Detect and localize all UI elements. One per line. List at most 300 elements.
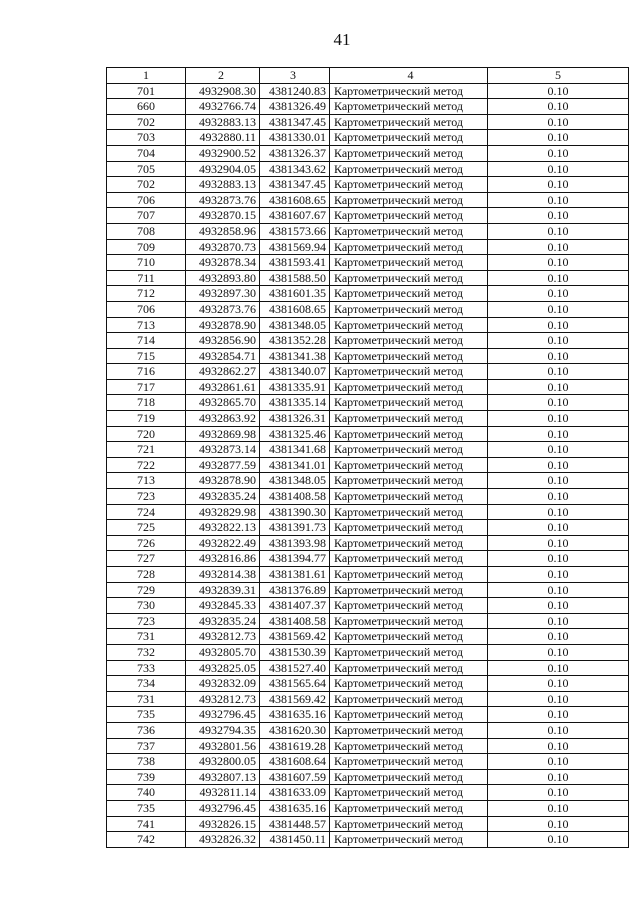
- x-coordinate-cell: 4932794.35: [186, 722, 260, 738]
- point-number-cell: 735: [107, 707, 186, 723]
- method-cell: Картометрический метод: [330, 223, 488, 239]
- table-row: [107, 582, 629, 598]
- table-row: [107, 333, 629, 349]
- accuracy-cell: 0.10: [488, 333, 629, 349]
- table-row: [107, 816, 629, 832]
- y-coordinate-cell: 4381569.94: [260, 239, 330, 255]
- x-coordinate-cell: 4932805.70: [186, 644, 260, 660]
- point-number-cell: 719: [107, 411, 186, 427]
- accuracy-cell: 0.10: [488, 613, 629, 629]
- table-row: [107, 255, 629, 271]
- accuracy-cell: 0.10: [488, 457, 629, 473]
- y-coordinate-cell: 4381569.42: [260, 691, 330, 707]
- table-row: [107, 364, 629, 380]
- method-cell: Картометрический метод: [330, 192, 488, 208]
- table-row: [107, 379, 629, 395]
- y-coordinate-cell: 4381633.09: [260, 785, 330, 801]
- y-coordinate-cell: 4381341.38: [260, 348, 330, 364]
- x-coordinate-cell: 4932863.92: [186, 411, 260, 427]
- point-number-cell: 715: [107, 348, 186, 364]
- column-header-1: 1: [107, 68, 186, 84]
- method-cell: Картометрический метод: [330, 177, 488, 193]
- x-coordinate-cell: 4932845.33: [186, 598, 260, 614]
- method-cell: Картометрический метод: [330, 567, 488, 583]
- point-number-cell: 702: [107, 114, 186, 130]
- point-number-cell: 740: [107, 785, 186, 801]
- method-cell: Картометрический метод: [330, 707, 488, 723]
- table-row: [107, 114, 629, 130]
- table-row: [107, 598, 629, 614]
- point-number-cell: 717: [107, 379, 186, 395]
- x-coordinate-cell: 4932878.90: [186, 473, 260, 489]
- table-row: [107, 270, 629, 286]
- table-row: [107, 676, 629, 692]
- method-cell: Картометрический метод: [330, 395, 488, 411]
- x-coordinate-cell: 4932832.09: [186, 676, 260, 692]
- x-coordinate-cell: 4932865.70: [186, 395, 260, 411]
- coordinates-table: [106, 67, 629, 848]
- method-cell: Картометрический метод: [330, 660, 488, 676]
- x-coordinate-cell: 4932835.24: [186, 613, 260, 629]
- y-coordinate-cell: 4381335.14: [260, 395, 330, 411]
- point-number-cell: 732: [107, 644, 186, 660]
- column-header-5: 5: [488, 68, 629, 84]
- page-number: 41: [333, 30, 351, 49]
- y-coordinate-cell: 4381450.11: [260, 832, 330, 848]
- accuracy-cell: 0.10: [488, 676, 629, 692]
- table-row: [107, 707, 629, 723]
- table-row: [107, 161, 629, 177]
- point-number-cell: 718: [107, 395, 186, 411]
- y-coordinate-cell: 4381408.58: [260, 489, 330, 505]
- accuracy-cell: 0.10: [488, 255, 629, 271]
- method-cell: Картометрический метод: [330, 161, 488, 177]
- table-row: [107, 145, 629, 161]
- accuracy-cell: 0.10: [488, 832, 629, 848]
- y-coordinate-cell: 4381619.28: [260, 738, 330, 754]
- table-row: [107, 691, 629, 707]
- table-body: [107, 83, 629, 847]
- x-coordinate-cell: 4932812.73: [186, 629, 260, 645]
- y-coordinate-cell: 4381408.58: [260, 613, 330, 629]
- method-cell: Картометрический метод: [330, 83, 488, 99]
- method-cell: Картометрический метод: [330, 255, 488, 271]
- table-row: [107, 832, 629, 848]
- table-row: [107, 99, 629, 115]
- accuracy-cell: 0.10: [488, 691, 629, 707]
- table-row: [107, 208, 629, 224]
- y-coordinate-cell: 4381376.89: [260, 582, 330, 598]
- x-coordinate-cell: 4932807.13: [186, 769, 260, 785]
- table-row: [107, 301, 629, 317]
- y-coordinate-cell: 4381530.39: [260, 644, 330, 660]
- accuracy-cell: 0.10: [488, 598, 629, 614]
- method-cell: Картометрический метод: [330, 286, 488, 302]
- method-cell: Картометрический метод: [330, 301, 488, 317]
- method-cell: Картометрический метод: [330, 348, 488, 364]
- accuracy-cell: 0.10: [488, 177, 629, 193]
- x-coordinate-cell: 4932877.59: [186, 457, 260, 473]
- column-header-4: 4: [330, 68, 488, 84]
- method-cell: Картометрический метод: [330, 535, 488, 551]
- x-coordinate-cell: 4932883.13: [186, 114, 260, 130]
- table-row: [107, 395, 629, 411]
- accuracy-cell: 0.10: [488, 301, 629, 317]
- point-number-cell: 702: [107, 177, 186, 193]
- accuracy-cell: 0.10: [488, 395, 629, 411]
- x-coordinate-cell: 4932870.15: [186, 208, 260, 224]
- x-coordinate-cell: 4932812.73: [186, 691, 260, 707]
- point-number-cell: 726: [107, 535, 186, 551]
- point-number-cell: 733: [107, 660, 186, 676]
- table-row: [107, 457, 629, 473]
- table-row: [107, 769, 629, 785]
- x-coordinate-cell: 4932869.98: [186, 426, 260, 442]
- accuracy-cell: 0.10: [488, 239, 629, 255]
- point-number-cell: 701: [107, 83, 186, 99]
- y-coordinate-cell: 4381394.77: [260, 551, 330, 567]
- x-coordinate-cell: 4932814.38: [186, 567, 260, 583]
- accuracy-cell: 0.10: [488, 348, 629, 364]
- point-number-cell: 723: [107, 489, 186, 505]
- table-row: [107, 442, 629, 458]
- y-coordinate-cell: 4381326.37: [260, 145, 330, 161]
- method-cell: Картометрический метод: [330, 629, 488, 645]
- method-cell: Картометрический метод: [330, 379, 488, 395]
- point-number-cell: 722: [107, 457, 186, 473]
- method-cell: Картометрический метод: [330, 457, 488, 473]
- point-number-cell: 739: [107, 769, 186, 785]
- method-cell: Картометрический метод: [330, 754, 488, 770]
- method-cell: Картометрический метод: [330, 520, 488, 536]
- accuracy-cell: 0.10: [488, 442, 629, 458]
- y-coordinate-cell: 4381390.30: [260, 504, 330, 520]
- point-number-cell: 734: [107, 676, 186, 692]
- method-cell: Картометрический метод: [330, 364, 488, 380]
- point-number-cell: 731: [107, 691, 186, 707]
- x-coordinate-cell: 4932825.05: [186, 660, 260, 676]
- table-row: [107, 567, 629, 583]
- point-number-cell: 660: [107, 99, 186, 115]
- table-row: [107, 504, 629, 520]
- x-coordinate-cell: 4932796.45: [186, 800, 260, 816]
- point-number-cell: 736: [107, 722, 186, 738]
- table-row: [107, 738, 629, 754]
- point-number-cell: 711: [107, 270, 186, 286]
- method-cell: Картометрический метод: [330, 613, 488, 629]
- point-number-cell: 712: [107, 286, 186, 302]
- accuracy-cell: 0.10: [488, 660, 629, 676]
- y-coordinate-cell: 4381348.05: [260, 317, 330, 333]
- method-cell: Картометрический метод: [330, 426, 488, 442]
- y-coordinate-cell: 4381326.31: [260, 411, 330, 427]
- x-coordinate-cell: 4932839.31: [186, 582, 260, 598]
- x-coordinate-cell: 4932826.32: [186, 832, 260, 848]
- accuracy-cell: 0.10: [488, 551, 629, 567]
- method-cell: Картометрический метод: [330, 130, 488, 146]
- accuracy-cell: 0.10: [488, 582, 629, 598]
- accuracy-cell: 0.10: [488, 629, 629, 645]
- table-row: [107, 192, 629, 208]
- method-cell: Картометрический метод: [330, 317, 488, 333]
- accuracy-cell: 0.10: [488, 364, 629, 380]
- point-number-cell: 724: [107, 504, 186, 520]
- accuracy-cell: 0.10: [488, 192, 629, 208]
- table-row: [107, 722, 629, 738]
- x-coordinate-cell: 4932893.80: [186, 270, 260, 286]
- point-number-cell: 705: [107, 161, 186, 177]
- y-coordinate-cell: 4381393.98: [260, 535, 330, 551]
- x-coordinate-cell: 4932900.52: [186, 145, 260, 161]
- point-number-cell: 727: [107, 551, 186, 567]
- table-row: [107, 223, 629, 239]
- method-cell: Картометрический метод: [330, 99, 488, 115]
- point-number-cell: 709: [107, 239, 186, 255]
- x-coordinate-cell: 4932829.98: [186, 504, 260, 520]
- point-number-cell: 725: [107, 520, 186, 536]
- y-coordinate-cell: 4381608.65: [260, 192, 330, 208]
- table-row: [107, 286, 629, 302]
- table-row: [107, 520, 629, 536]
- y-coordinate-cell: 4381448.57: [260, 816, 330, 832]
- x-coordinate-cell: 4932796.45: [186, 707, 260, 723]
- x-coordinate-cell: 4932878.34: [186, 255, 260, 271]
- point-number-cell: 738: [107, 754, 186, 770]
- table-row: [107, 426, 629, 442]
- column-header-2: 2: [186, 68, 260, 84]
- point-number-cell: 704: [107, 145, 186, 161]
- point-number-cell: 706: [107, 301, 186, 317]
- method-cell: Картометрический метод: [330, 598, 488, 614]
- method-cell: Картометрический метод: [330, 832, 488, 848]
- point-number-cell: 741: [107, 816, 186, 832]
- x-coordinate-cell: 4932856.90: [186, 333, 260, 349]
- point-number-cell: 708: [107, 223, 186, 239]
- point-number-cell: 731: [107, 629, 186, 645]
- table-row: [107, 411, 629, 427]
- method-cell: Картометрический метод: [330, 270, 488, 286]
- accuracy-cell: 0.10: [488, 535, 629, 551]
- point-number-cell: 742: [107, 832, 186, 848]
- method-cell: Картометрический метод: [330, 442, 488, 458]
- table-row: [107, 317, 629, 333]
- accuracy-cell: 0.10: [488, 785, 629, 801]
- x-coordinate-cell: 4932835.24: [186, 489, 260, 505]
- accuracy-cell: 0.10: [488, 379, 629, 395]
- point-number-cell: 710: [107, 255, 186, 271]
- accuracy-cell: 0.10: [488, 567, 629, 583]
- point-number-cell: 730: [107, 598, 186, 614]
- method-cell: Картометрический метод: [330, 411, 488, 427]
- point-number-cell: 729: [107, 582, 186, 598]
- method-cell: Картометрический метод: [330, 473, 488, 489]
- method-cell: Картометрический метод: [330, 722, 488, 738]
- y-coordinate-cell: 4381341.68: [260, 442, 330, 458]
- accuracy-cell: 0.10: [488, 145, 629, 161]
- y-coordinate-cell: 4381573.66: [260, 223, 330, 239]
- y-coordinate-cell: 4381593.41: [260, 255, 330, 271]
- accuracy-cell: 0.10: [488, 208, 629, 224]
- accuracy-cell: 0.10: [488, 317, 629, 333]
- table-row: [107, 785, 629, 801]
- x-coordinate-cell: 4932801.56: [186, 738, 260, 754]
- y-coordinate-cell: 4381381.61: [260, 567, 330, 583]
- y-coordinate-cell: 4381608.64: [260, 754, 330, 770]
- accuracy-cell: 0.10: [488, 644, 629, 660]
- point-number-cell: 728: [107, 567, 186, 583]
- table-row: [107, 239, 629, 255]
- y-coordinate-cell: 4381343.62: [260, 161, 330, 177]
- x-coordinate-cell: 4932873.76: [186, 192, 260, 208]
- table-row: [107, 629, 629, 645]
- x-coordinate-cell: 4932800.05: [186, 754, 260, 770]
- point-number-cell: 713: [107, 473, 186, 489]
- y-coordinate-cell: 4381635.16: [260, 800, 330, 816]
- point-number-cell: 737: [107, 738, 186, 754]
- x-coordinate-cell: 4932766.74: [186, 99, 260, 115]
- column-header-3: 3: [260, 68, 330, 84]
- accuracy-cell: 0.10: [488, 223, 629, 239]
- method-cell: Картометрический метод: [330, 769, 488, 785]
- table-row: [107, 660, 629, 676]
- y-coordinate-cell: 4381565.64: [260, 676, 330, 692]
- y-coordinate-cell: 4381588.50: [260, 270, 330, 286]
- point-number-cell: 716: [107, 364, 186, 380]
- x-coordinate-cell: 4932822.49: [186, 535, 260, 551]
- y-coordinate-cell: 4381607.59: [260, 769, 330, 785]
- accuracy-cell: 0.10: [488, 114, 629, 130]
- x-coordinate-cell: 4932873.76: [186, 301, 260, 317]
- point-number-cell: 721: [107, 442, 186, 458]
- accuracy-cell: 0.10: [488, 738, 629, 754]
- y-coordinate-cell: 4381601.35: [260, 286, 330, 302]
- method-cell: Картометрический метод: [330, 738, 488, 754]
- table-row: [107, 130, 629, 146]
- method-cell: Картометрический метод: [330, 785, 488, 801]
- method-cell: Картометрический метод: [330, 800, 488, 816]
- y-coordinate-cell: 4381608.65: [260, 301, 330, 317]
- x-coordinate-cell: 4932858.96: [186, 223, 260, 239]
- y-coordinate-cell: 4381347.45: [260, 114, 330, 130]
- method-cell: Картометрический метод: [330, 676, 488, 692]
- point-number-cell: 714: [107, 333, 186, 349]
- y-coordinate-cell: 4381347.45: [260, 177, 330, 193]
- y-coordinate-cell: 4381569.42: [260, 629, 330, 645]
- accuracy-cell: 0.10: [488, 473, 629, 489]
- y-coordinate-cell: 4381620.30: [260, 722, 330, 738]
- x-coordinate-cell: 4932873.14: [186, 442, 260, 458]
- x-coordinate-cell: 4932908.30: [186, 83, 260, 99]
- accuracy-cell: 0.10: [488, 270, 629, 286]
- x-coordinate-cell: 4932904.05: [186, 161, 260, 177]
- method-cell: Картометрический метод: [330, 816, 488, 832]
- table-row: [107, 613, 629, 629]
- accuracy-cell: 0.10: [488, 99, 629, 115]
- y-coordinate-cell: 4381407.37: [260, 598, 330, 614]
- table-row: [107, 535, 629, 551]
- accuracy-cell: 0.10: [488, 83, 629, 99]
- accuracy-cell: 0.10: [488, 707, 629, 723]
- method-cell: Картометрический метод: [330, 114, 488, 130]
- x-coordinate-cell: 4932897.30: [186, 286, 260, 302]
- accuracy-cell: 0.10: [488, 426, 629, 442]
- accuracy-cell: 0.10: [488, 722, 629, 738]
- point-number-cell: 720: [107, 426, 186, 442]
- y-coordinate-cell: 4381326.49: [260, 99, 330, 115]
- point-number-cell: 706: [107, 192, 186, 208]
- x-coordinate-cell: 4932816.86: [186, 551, 260, 567]
- y-coordinate-cell: 4381348.05: [260, 473, 330, 489]
- table-header: [107, 68, 629, 84]
- y-coordinate-cell: 4381325.46: [260, 426, 330, 442]
- accuracy-cell: 0.10: [488, 489, 629, 505]
- x-coordinate-cell: 4932862.27: [186, 364, 260, 380]
- y-coordinate-cell: 4381335.91: [260, 379, 330, 395]
- table-row: [107, 473, 629, 489]
- x-coordinate-cell: 4932880.11: [186, 130, 260, 146]
- method-cell: Картометрический метод: [330, 582, 488, 598]
- method-cell: Картометрический метод: [330, 644, 488, 660]
- table-row: [107, 177, 629, 193]
- point-number-cell: 713: [107, 317, 186, 333]
- table-row: [107, 83, 629, 99]
- table-row: [107, 754, 629, 770]
- y-coordinate-cell: 4381340.07: [260, 364, 330, 380]
- method-cell: Картометрический метод: [330, 208, 488, 224]
- accuracy-cell: 0.10: [488, 161, 629, 177]
- table-row: [107, 551, 629, 567]
- y-coordinate-cell: 4381330.01: [260, 130, 330, 146]
- accuracy-cell: 0.10: [488, 411, 629, 427]
- table-row: [107, 644, 629, 660]
- y-coordinate-cell: 4381607.67: [260, 208, 330, 224]
- x-coordinate-cell: 4932861.61: [186, 379, 260, 395]
- y-coordinate-cell: 4381635.16: [260, 707, 330, 723]
- y-coordinate-cell: 4381240.83: [260, 83, 330, 99]
- table-row: [107, 348, 629, 364]
- method-cell: Картометрический метод: [330, 145, 488, 161]
- method-cell: Картометрический метод: [330, 504, 488, 520]
- method-cell: Картометрический метод: [330, 239, 488, 255]
- x-coordinate-cell: 4932878.90: [186, 317, 260, 333]
- y-coordinate-cell: 4381352.28: [260, 333, 330, 349]
- y-coordinate-cell: 4381341.01: [260, 457, 330, 473]
- point-number-cell: 735: [107, 800, 186, 816]
- point-number-cell: 707: [107, 208, 186, 224]
- x-coordinate-cell: 4932883.13: [186, 177, 260, 193]
- table-row: [107, 800, 629, 816]
- x-coordinate-cell: 4932854.71: [186, 348, 260, 364]
- method-cell: Картометрический метод: [330, 551, 488, 567]
- x-coordinate-cell: 4932826.15: [186, 816, 260, 832]
- accuracy-cell: 0.10: [488, 286, 629, 302]
- point-number-cell: 723: [107, 613, 186, 629]
- header-row: [107, 68, 629, 84]
- method-cell: Картометрический метод: [330, 691, 488, 707]
- method-cell: Картометрический метод: [330, 333, 488, 349]
- x-coordinate-cell: 4932811.14: [186, 785, 260, 801]
- y-coordinate-cell: 4381391.73: [260, 520, 330, 536]
- accuracy-cell: 0.10: [488, 130, 629, 146]
- method-cell: Картометрический метод: [330, 489, 488, 505]
- accuracy-cell: 0.10: [488, 504, 629, 520]
- accuracy-cell: 0.10: [488, 769, 629, 785]
- x-coordinate-cell: 4932822.13: [186, 520, 260, 536]
- accuracy-cell: 0.10: [488, 754, 629, 770]
- accuracy-cell: 0.10: [488, 800, 629, 816]
- x-coordinate-cell: 4932870.73: [186, 239, 260, 255]
- accuracy-cell: 0.10: [488, 520, 629, 536]
